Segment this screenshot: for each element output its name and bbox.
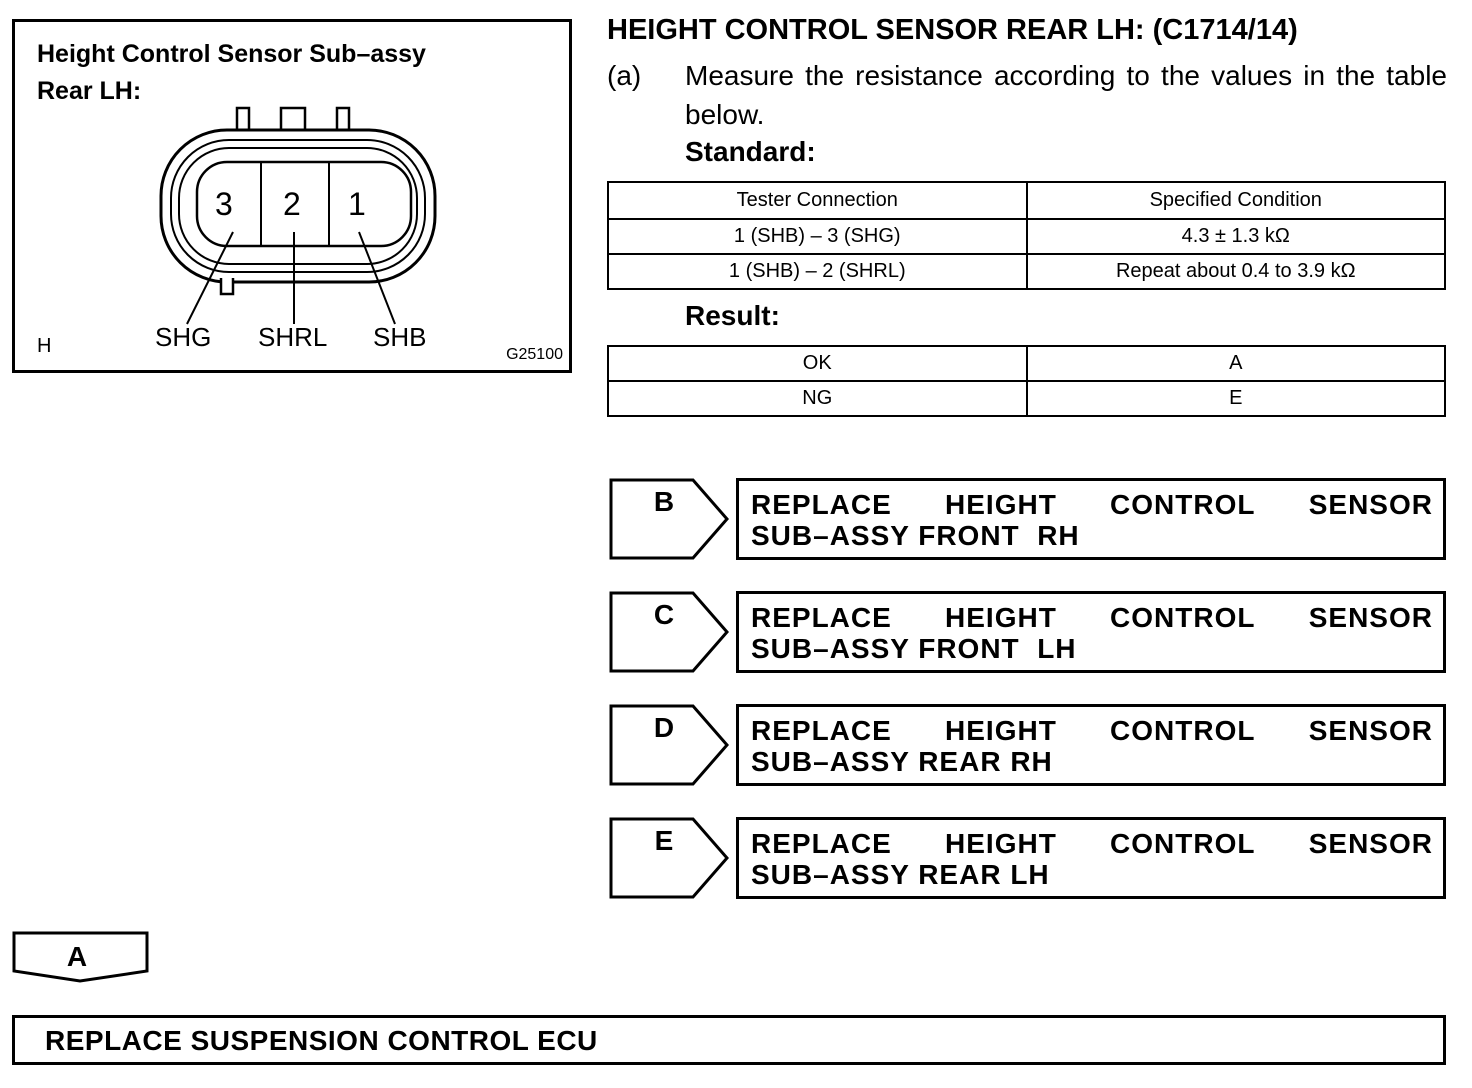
word: CONTROL xyxy=(1110,828,1256,859)
branch-action-line1 xyxy=(751,489,1433,521)
branch-letter: A xyxy=(66,941,88,972)
branch-b xyxy=(609,478,1446,560)
table-cell: Repeat about 0.4 to 3.9 kΩ xyxy=(1027,254,1446,289)
table-cell: A xyxy=(1027,346,1446,381)
word: HEIGHT xyxy=(945,602,1057,633)
table-row xyxy=(608,346,1445,381)
table-row xyxy=(608,219,1445,254)
step-text: Measure the resistance according to the values in the table below. xyxy=(685,60,1447,130)
word: SENSOR xyxy=(1308,715,1433,746)
pin-2-number: 2 xyxy=(283,186,301,222)
header-specified-condition: Specified Condition xyxy=(1027,182,1446,219)
word: SENSOR xyxy=(1308,602,1433,633)
table-row xyxy=(608,254,1445,289)
word: HEIGHT xyxy=(945,715,1057,746)
word: SENSOR xyxy=(1308,489,1433,520)
standard-table xyxy=(607,181,1446,290)
word: HEIGHT xyxy=(945,489,1057,520)
branch-action-line2: SUB–ASSY REAR RH xyxy=(751,746,1053,777)
branch-letter: C xyxy=(653,599,675,630)
branch-e xyxy=(609,817,1446,899)
branch-action-line2: SUB–ASSY FRONT LH xyxy=(751,633,1077,664)
header-tester-connection: Tester Connection xyxy=(608,182,1027,219)
table-header-row xyxy=(608,182,1445,219)
branch-action-line2: SUB–ASSY FRONT RH xyxy=(751,520,1080,551)
branch-action-box xyxy=(736,478,1446,560)
figure-corner-label: H xyxy=(37,335,52,357)
branch-action-box xyxy=(736,704,1446,786)
word: REPLACE xyxy=(751,828,892,859)
connector-figure xyxy=(12,19,572,373)
word: REPLACE xyxy=(751,602,892,633)
branch-letter: B xyxy=(653,486,675,517)
branch-c xyxy=(609,591,1446,673)
word: CONTROL xyxy=(1110,489,1256,520)
step-letter: (a) xyxy=(607,60,642,91)
wire-label-shb: SHB xyxy=(373,322,427,352)
branch-action-line2: SUB–ASSY REAR LH xyxy=(751,859,1050,890)
table-row xyxy=(608,381,1445,416)
section-heading: HEIGHT CONTROL SENSOR REAR LH: (C1714/14) xyxy=(607,14,1298,46)
branch-a xyxy=(12,931,150,983)
branch-letter: E xyxy=(654,825,674,856)
table-cell: OK xyxy=(608,346,1027,381)
final-action-box xyxy=(12,1015,1446,1065)
final-action-text: REPLACE SUSPENSION CONTROL ECU xyxy=(45,1025,598,1056)
result-label: Result: xyxy=(685,300,780,331)
pin-1-number: 1 xyxy=(348,186,366,222)
figure-title-line1: Height Control Sensor Sub–assy xyxy=(37,40,426,68)
table-cell: 1 (SHB) – 2 (SHRL) xyxy=(608,254,1027,289)
branch-action-line1 xyxy=(751,715,1433,747)
word: SENSOR xyxy=(1308,828,1433,859)
result-table xyxy=(607,345,1446,417)
standard-label: Standard: xyxy=(685,136,816,167)
pin-3-number: 3 xyxy=(215,186,233,222)
branch-action-line1 xyxy=(751,602,1433,634)
figure-title-line2: Rear LH: xyxy=(37,77,142,105)
branch-d xyxy=(609,704,1446,786)
branch-action-box xyxy=(736,591,1446,673)
word: HEIGHT xyxy=(945,828,1057,859)
figure-code: G25100 xyxy=(506,346,563,363)
wire-label-shg: SHG xyxy=(155,322,212,352)
branch-action-box xyxy=(736,817,1446,899)
word: CONTROL xyxy=(1110,602,1256,633)
table-cell: E xyxy=(1027,381,1446,416)
table-cell: 4.3 ± 1.3 kΩ xyxy=(1027,219,1446,254)
branch-action-line1 xyxy=(751,828,1433,860)
word: CONTROL xyxy=(1110,715,1256,746)
branch-letter: D xyxy=(653,712,675,743)
word: REPLACE xyxy=(751,489,892,520)
table-cell: 1 (SHB) – 3 (SHG) xyxy=(608,219,1027,254)
table-cell: NG xyxy=(608,381,1027,416)
word: REPLACE xyxy=(751,715,892,746)
wire-label-shrl: SHRL xyxy=(258,322,328,352)
